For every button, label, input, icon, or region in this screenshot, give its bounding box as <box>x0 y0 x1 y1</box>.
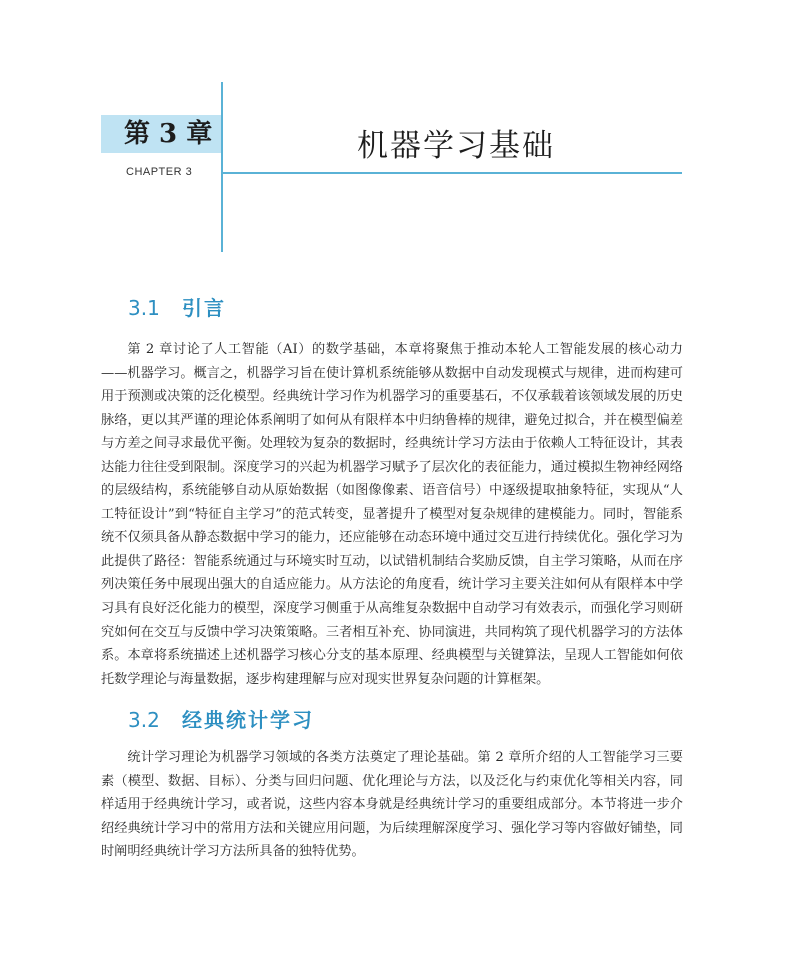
section-heading-3-2 <box>128 707 314 733</box>
chapter-title: 机器学习基础 <box>357 128 555 164</box>
horizontal-rule <box>221 172 682 174</box>
chapter-label: 第 3 章 <box>124 119 213 149</box>
section-paragraph: 统计学习理论为机器学习领域的各类方法奠定了理论基础。第 2 章所介绍的人工智能学习三要素（模型、数据、目标）、分类与回归问题、优化理论与方法，以及泛化与约束优化等相关内容，同样适用于经典统计学习，或者说，这些内容本身就是经典统计学习的重要组成部分。本节将进一步介绍经典统计学习中的常用方法和关键应用问题，为后续理解深度学习、强化学习等内容做好铺垫，同时阐明经典统计学习方法所具备的独特优势。 <box>101 750 683 860</box>
section-title: 经典统计学习 <box>182 708 314 732</box>
section-number: 3.1 <box>128 296 160 320</box>
section-heading-3-1 <box>128 295 226 321</box>
section-title: 引言 <box>182 296 226 320</box>
vertical-rule <box>221 82 223 252</box>
section-number: 3.2 <box>128 708 160 732</box>
section-paragraph: 第 2 章讨论了人工智能（AI）的数学基础，本章将聚焦于推动本轮人工智能发展的核心动力——机器学习。概言之，机器学习旨在使计算机系统能够从数据中自动发现模式与规律，进而构建可用于预测或决策的泛化模型。经典统计学习作为机器学习的重要基石，不仅承载着该领域发展的历史脉络，更以其严谨的理论体系阐明了如何从有限样本中归纳鲁棒的规律，避免过拟合，并在模型偏差与方差之间寻求最优平衡。处理较为复杂的数据时，经典统计学习方法由于依赖人工特征设计，其表达能力往往受到限制。深度学习的兴起为机器学习赋予了层次化的表征能力，通过模拟生物神经网络的层级结构，系统能够自动从原始数据（如图像像素、语音信号）中逐级提取抽象特征，实现从“人工特征设计”到“特征自主学习”的范式转变，显著提升了模型对复杂规律的建模能力。同时，智能系统不仅须具备从静态数据中学习的能力，还应能够在动态环境中通过交互进行持续优化。强化学习为此提供了路径：智能系统通过与环境实时互动，以试错机制结合奖励反馈，自主学习策略，从而在序列决策任务中展现出强大的自适应能力。从方法论的角度看，统计学习主要关注如何从有限样本中学习具有良好泛化能力的模型，深度学习侧重于从高维复杂数据中自动学习有效表示，而强化学习则研究如何在交互与反馈中学习决策策略。三者相互补充、协同演进，共同构筑了现代机器学习的方法体系。本章将系统描述上述机器学习核心分支的基本原理、经典模型与关键算法，呈现人工智能如何依托数学理论与海量数据，逐步构建理解与应对现实世界复杂问题的计算框架。 <box>101 342 683 687</box>
chapter-english-label: CHAPTER 3 <box>126 166 193 178</box>
